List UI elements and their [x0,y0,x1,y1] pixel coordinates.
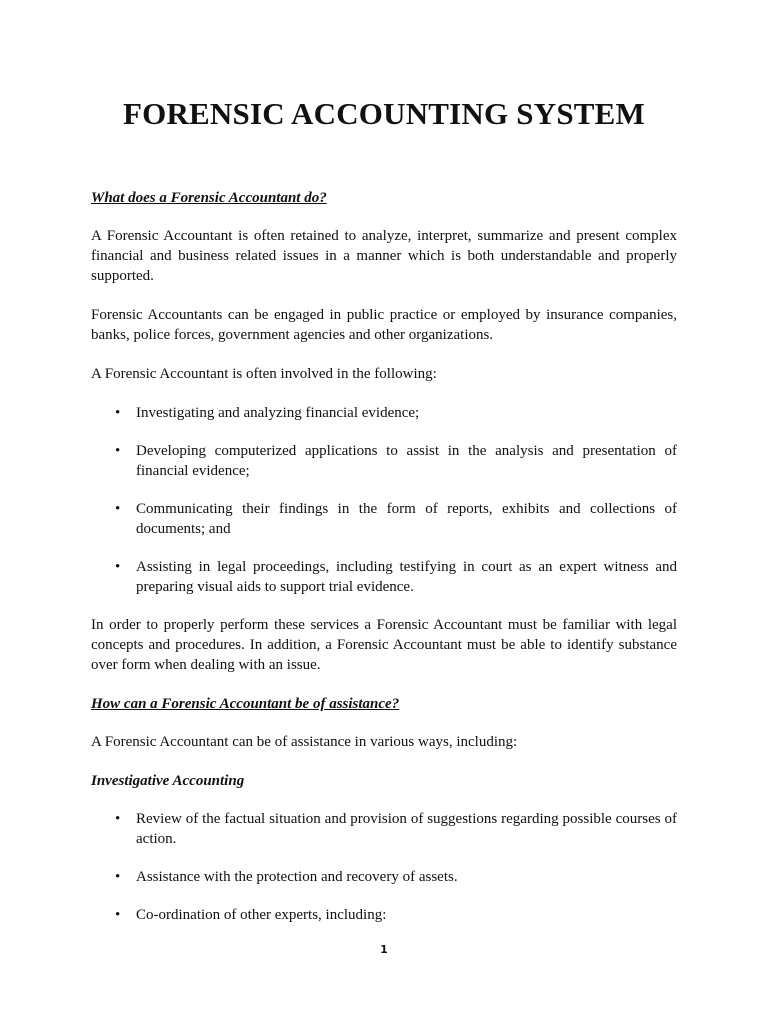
list-item-text: Communicating their findings in the form of reports, exhibits and collections of documents; and [136,501,677,537]
bullet-icon: • [115,501,121,517]
section-heading-what-does: What does a Forensic Accountant do? [91,190,327,206]
subheading-investigative-accounting: Investigative Accounting [91,773,245,789]
paragraph: A Forensic Accountant is often retained to analyze, interpret, summarize and present complex financial and business related issues in a manner which is both understandable and properly supported. [91,228,677,284]
paragraph: Forensic Accountants can be engaged in public practice or employed by insurance companies, banks, police forces, government agencies and other organizations. [91,307,677,343]
list-item [91,809,677,849]
list-item [91,441,677,481]
paragraph: A Forensic Accountant can be of assistance in various ways, including: [91,734,518,750]
list-item-text: Investigating and analyzing financial evidence; [136,405,420,421]
bullet-icon: • [115,443,121,459]
bullet-icon: • [115,559,121,575]
bullet-icon: • [115,811,121,827]
list-item [91,403,677,423]
list-item [91,557,677,597]
bullet-list-involvement [91,403,677,597]
paragraph: A Forensic Accountant is often involved in the following: [91,366,437,382]
bullet-icon: • [115,907,121,923]
list-item-text: Developing computerized applications to assist in the analysis and presentation of financial evidence; [136,443,677,479]
list-item-text: Assistance with the protection and recovery of assets. [136,869,458,885]
page-number: 1 [380,943,388,956]
paragraph: In order to properly perform these services a Forensic Accountant must be familiar with legal concepts and procedures. In addition, a Forensic Accountant must be able to identify substance over form when dealing with an issue. [91,617,677,673]
bullet-icon: • [115,405,121,421]
bullet-list-investigative [91,809,677,925]
list-item-text: Assisting in legal proceedings, including testifying in court as an expert witness and preparing visual aids to support trial evidence. [136,559,677,595]
list-item [91,905,677,925]
list-item [91,867,677,887]
list-item-text: Review of the factual situation and provision of suggestions regarding possible courses of action. [136,811,677,847]
bullet-icon: • [115,869,121,885]
document-body [91,188,677,943]
section-heading-how-can: How can a Forensic Accountant be of assistance? [91,696,400,712]
list-item-text: Co-ordination of other experts, including: [136,907,387,923]
list-item [91,499,677,539]
document-title: FORENSIC ACCOUNTING SYSTEM [123,96,645,131]
